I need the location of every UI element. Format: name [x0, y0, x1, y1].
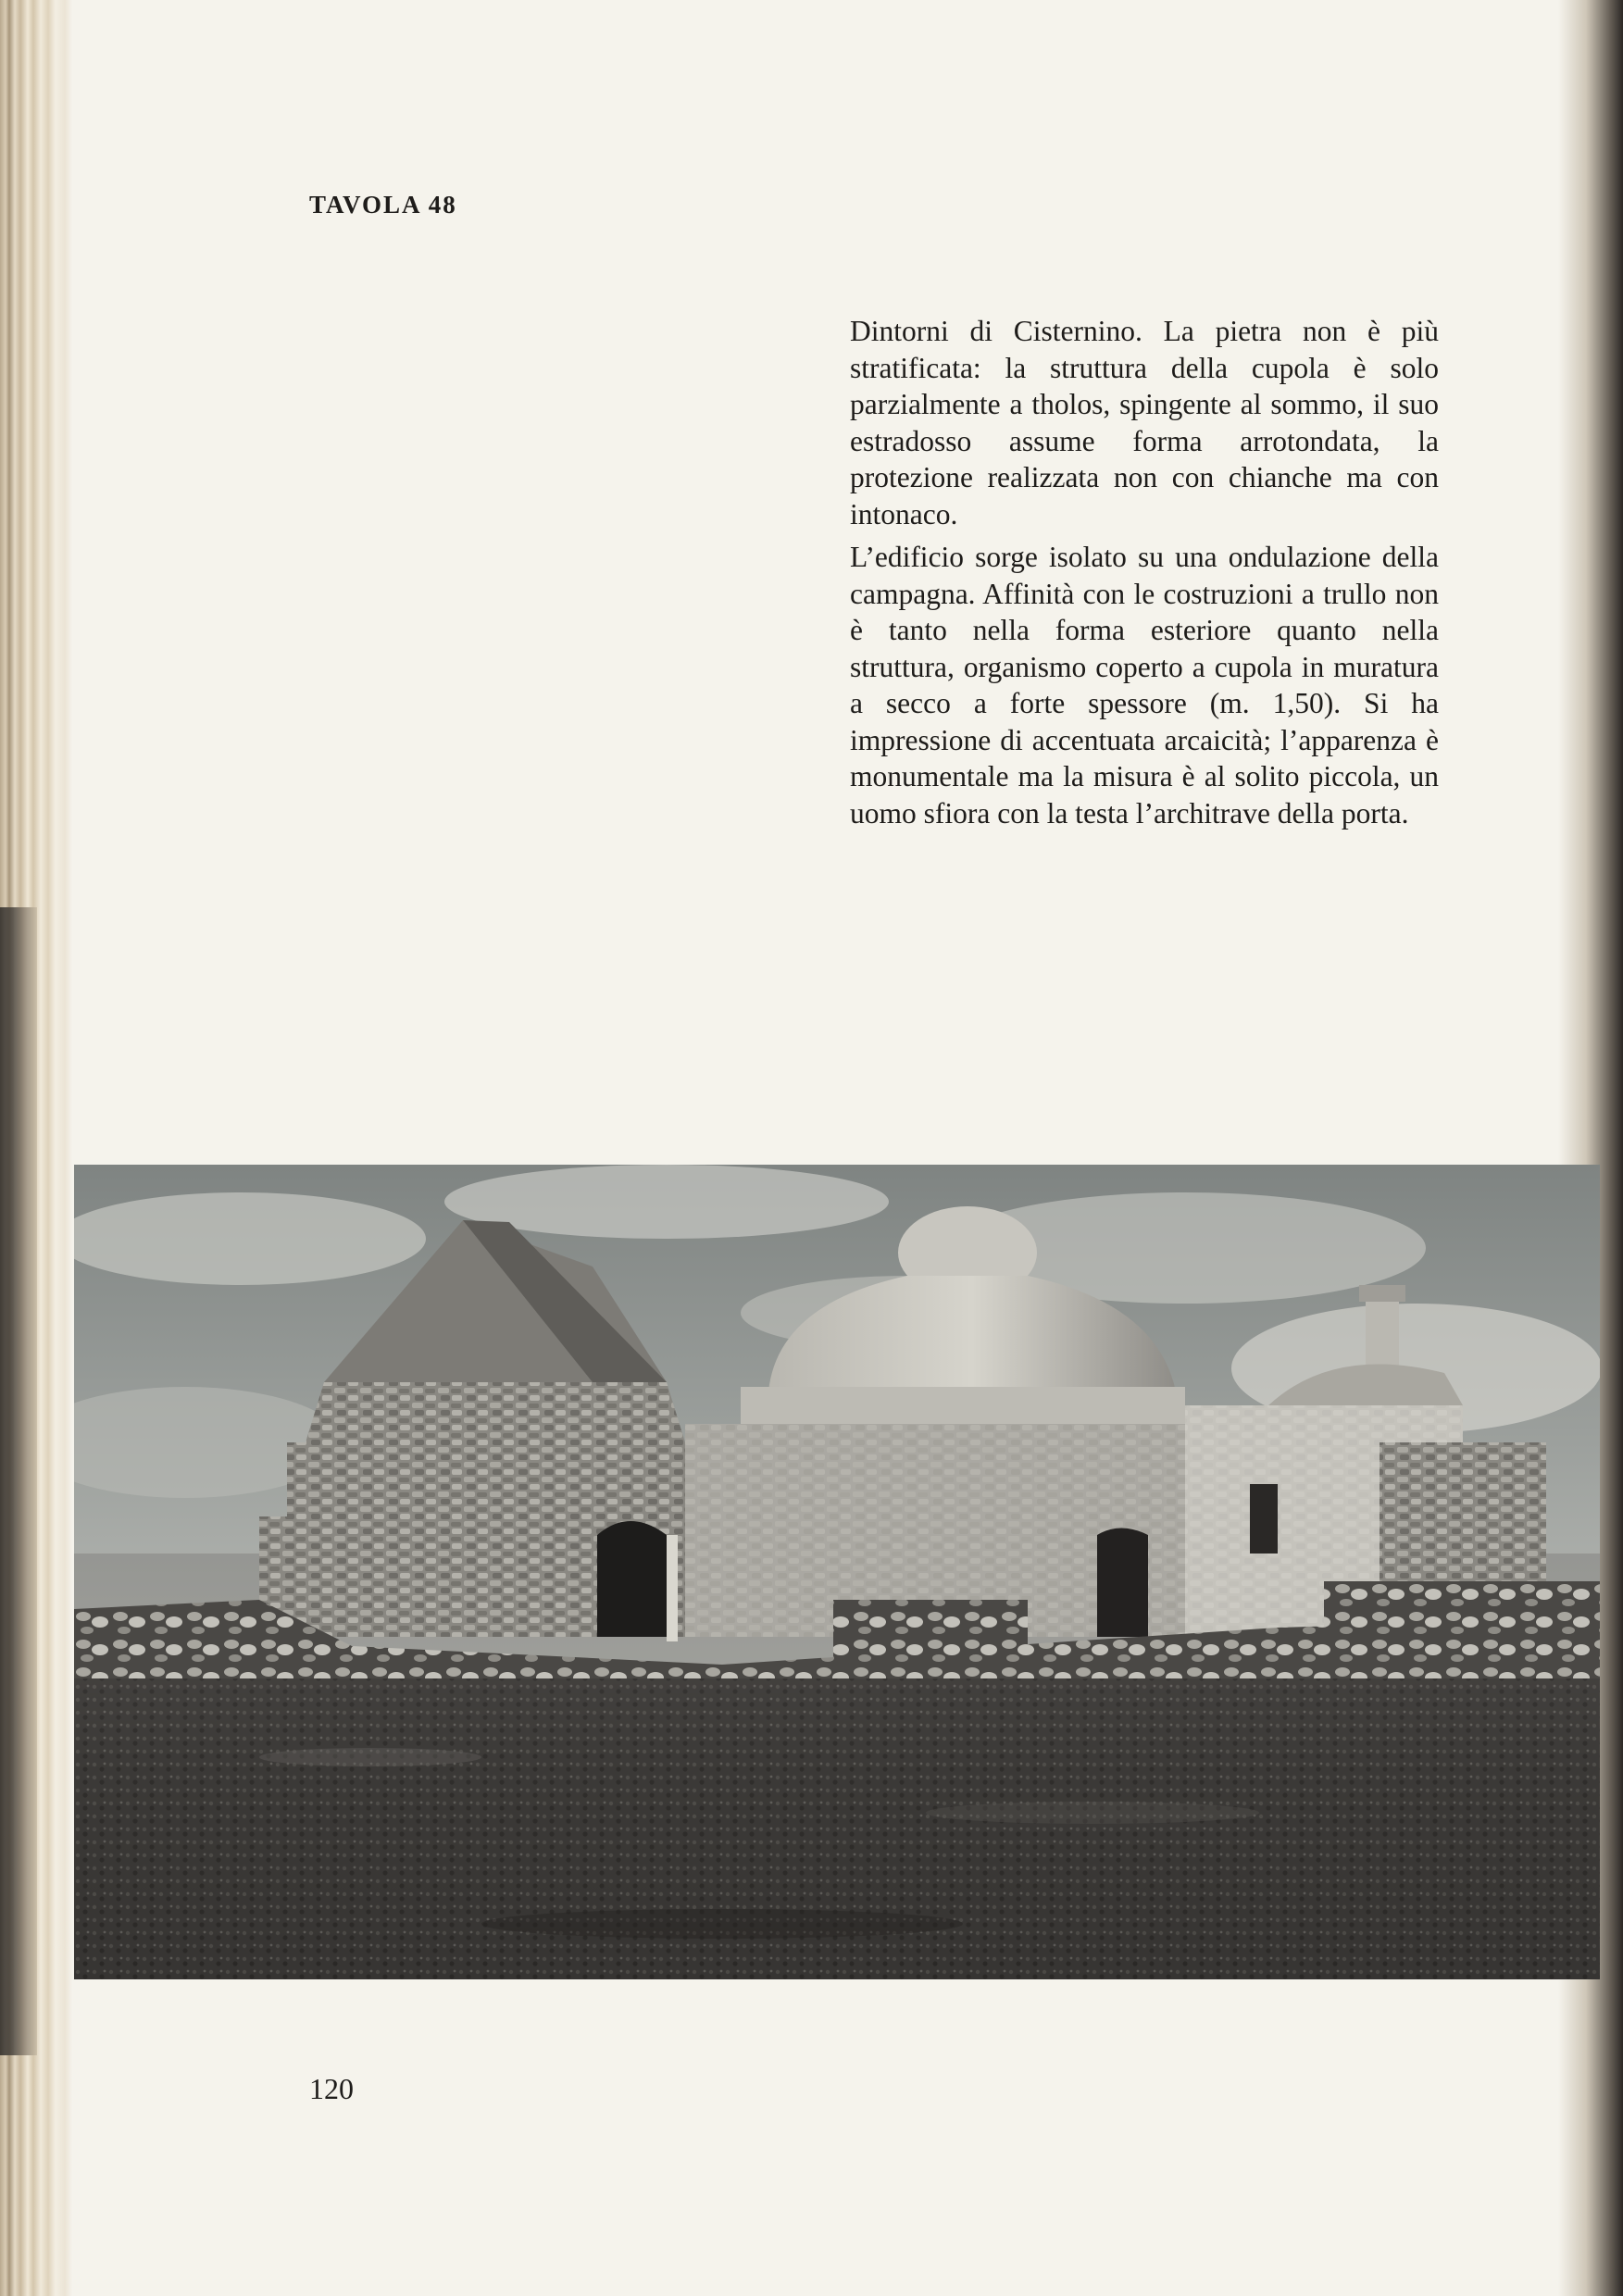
plate-label: TAVOLA 48: [309, 191, 457, 218]
paragraph-2: L’edificio sorge isolato su una ondulazione della campagna. Affinità con le costruzioni a trullo non è tanto nella forma esteriore quanto nella struttura, organismo coperto a cupola in muratura a secco a forte spessore (m. 1,50). Si ha impressione di accentuata arcaicità; l’apparenza è monumentale ma la misura è al solito piccola, un uomo sfiora con la testa l’architrave della porta.: [850, 541, 1439, 830]
binding-shadow: [0, 907, 37, 2055]
book-page-edges: [0, 0, 72, 2296]
trullo-photograph: [74, 1165, 1600, 1979]
caption-text: [850, 313, 1439, 838]
paragraph-1: Dintorni di Cisternino. La pietra non è più stratificata: la struttura della cupola è solo parzialmente a tholos, spingente al sommo, il suo estradosso assume forma arrotondata, la protezione realizzata non con chianche ma con intonaco.: [850, 315, 1439, 530]
photo-illustration: [74, 1165, 1600, 1979]
page-number: 120: [309, 2072, 354, 2105]
